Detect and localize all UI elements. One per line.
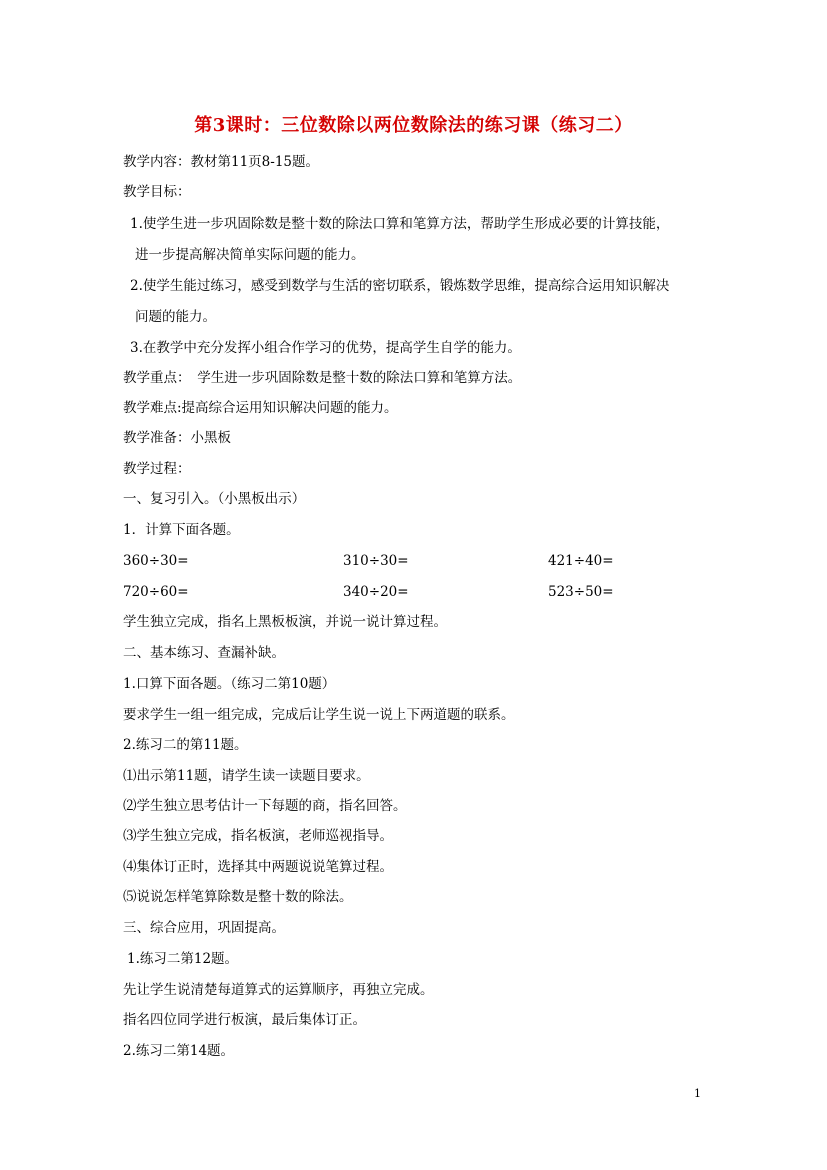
exercise-item: 421÷40= xyxy=(548,553,614,569)
text-line: 3.在教学中充分发挥小组合作学习的优势，提高学生自学的能力。 xyxy=(130,340,521,356)
text-line: ⑷集体订正时，选择其中两题说说笔算过程。 xyxy=(123,859,393,875)
text-line: 进一步提高解决简单实际问题的能力。 xyxy=(135,247,365,263)
text-line: 问题的能力。 xyxy=(135,309,216,325)
text-line: 1.练习二第12题。 xyxy=(127,951,239,967)
text-line: 三、综合应用，巩固提高。 xyxy=(123,920,285,936)
exercise-item: 720÷60= xyxy=(123,584,189,600)
text-line: 教学内容：教材第11页8-15题。 xyxy=(123,154,320,170)
text-line: 教学重点： 学生进一步巩固除数是整十数的除法口算和笔算方法。 xyxy=(123,370,522,386)
exercise-item: 360÷30= xyxy=(123,553,189,569)
text-line: 教学难点:提高综合运用知识解决问题的能力。 xyxy=(123,400,398,416)
exercise-item: 523÷50= xyxy=(548,584,614,600)
text-line: 2.练习二的第11题。 xyxy=(123,737,248,753)
text-line: ⑸说说怎样笔算除数是整十数的除法。 xyxy=(123,889,353,905)
text-line: 1．计算下面各题。 xyxy=(123,522,240,538)
text-line: ⑶学生独立完成，指名板演，老师巡视指导。 xyxy=(123,828,393,844)
text-line: ⑵学生独立思考估计一下每题的商，指名回答。 xyxy=(123,798,407,814)
text-line: ⑴出示第11题，请学生读一读题目要求。 xyxy=(123,768,370,784)
page-number: 1 xyxy=(694,1087,701,1100)
document-title: 第3课时：三位数除以两位数除法的练习课（练习二） xyxy=(194,115,633,136)
text-line: 要求学生一组一组完成，完成后让学生说一说上下两道题的联系。 xyxy=(123,707,515,723)
text-line: 二、基本练习、查漏补缺。 xyxy=(123,645,285,661)
text-line: 2.练习二第14题。 xyxy=(123,1043,235,1059)
text-line: 1.使学生进一步巩固除数是整十数的除法口算和笔算方法，帮助学生形成必要的计算技能， xyxy=(130,216,670,232)
text-line: 先让学生说清楚每道算式的运算顺序，再独立完成。 xyxy=(123,982,434,998)
text-line: 一、复习引入。（小黑板出示） xyxy=(123,491,306,507)
text-line: 2.使学生能过练习，感受到数学与生活的密切联系，锻炼数学思维，提高综合运用知识解决 xyxy=(130,278,670,294)
text-line: 学生独立完成，指名上黑板板演，并说一说计算过程。 xyxy=(123,614,447,630)
text-line: 1.口算下面各题。（练习二第10题） xyxy=(123,676,336,692)
exercise-item: 340÷20= xyxy=(343,584,409,600)
text-line: 教学目标： xyxy=(123,184,191,200)
text-line: 教学过程： xyxy=(123,461,191,477)
text-line: 指名四位同学进行板演，最后集体订正。 xyxy=(123,1012,366,1028)
text-line: 教学准备：小黑板 xyxy=(123,430,231,446)
exercise-item: 310÷30= xyxy=(343,553,409,569)
